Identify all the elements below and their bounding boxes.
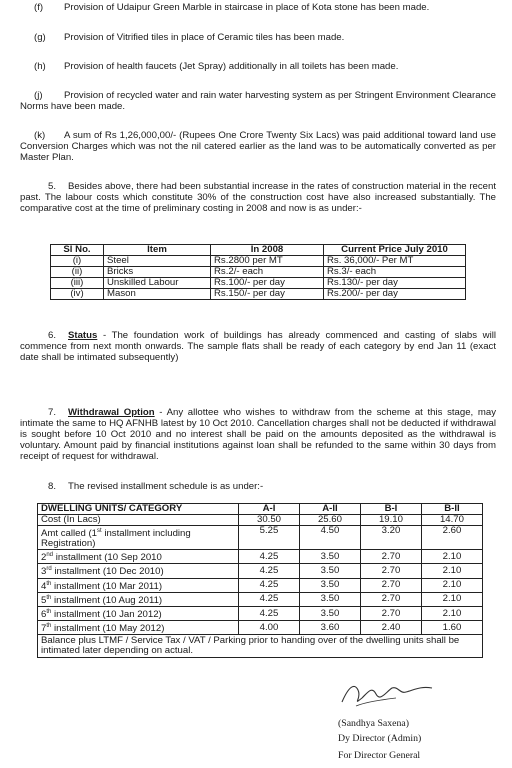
paragraph-title: Status xyxy=(68,330,98,341)
header-current-price: Current Price July 2010 xyxy=(324,245,466,256)
cell-sl: (iv) xyxy=(51,289,104,300)
cell-a1: 4.00 xyxy=(239,621,300,635)
table-row xyxy=(38,606,483,620)
item-text: Provision of Udaipur Green Marble in staircase in place of Kota stone has been made. xyxy=(64,2,430,13)
signatory-designation: Dy Director (Admin) xyxy=(338,733,422,744)
paragraph-number: 6. xyxy=(48,330,57,341)
cell-a1: 4.25 xyxy=(239,606,300,620)
item-h xyxy=(20,61,496,72)
table-header-row xyxy=(51,245,466,256)
table-footer-row xyxy=(38,635,483,658)
item-mark: (f) xyxy=(34,2,44,13)
cell-2008: Rs.2/- each xyxy=(211,267,324,278)
paragraph-text: - Any allottee who wishes to withdraw from the scheme at this stage, may intimate the same to HQ AFNHB latest by 10 Oct 2010. Cancellation charges shall not be deducted if withdrawal is sought before 10 Oct 2010 and no interest shall be paid on the amounts deposited as the withdrawal is voluntary. Amount paid by financial institutions against loan shall be refunded to the same within 30 days from receipt of request for withdrawal. xyxy=(20,407,496,462)
table-row xyxy=(51,289,466,300)
cell-b1: 3.20 xyxy=(360,526,421,550)
cell-b2: 2.10 xyxy=(421,578,482,592)
paragraph-number: 8. xyxy=(48,481,57,492)
cell-a2: 3.50 xyxy=(299,592,360,606)
paragraph-5 xyxy=(20,181,496,214)
row-label: Cost (In Lacs) xyxy=(38,515,239,526)
table-header-row xyxy=(38,504,483,515)
cell-b1: 2.70 xyxy=(360,592,421,606)
signature-scribble xyxy=(336,676,446,710)
item-f xyxy=(20,2,496,13)
cell-sl: (iii) xyxy=(51,278,104,289)
cell-2008: Rs.100/- per day xyxy=(211,278,324,289)
item-mark: (j) xyxy=(34,90,43,101)
cell-a2: 3.60 xyxy=(299,621,360,635)
cell-current: Rs.200/- per day xyxy=(324,289,466,300)
item-g xyxy=(20,32,496,43)
cell-b1: 2.70 xyxy=(360,606,421,620)
header-a1: A-I xyxy=(239,504,300,515)
cell-a1: 4.25 xyxy=(239,578,300,592)
paragraph-8 xyxy=(20,481,496,492)
item-text: A sum of Rs 1,26,000,00/- (Rupees One Crore Twenty Six Lacs) was paid additional toward land use Conversion Charges which was not the nil catered earlier as the land was to be automatically converted as per Master Plan. xyxy=(20,130,496,163)
cell-b1: 2.70 xyxy=(360,564,421,578)
signatory-name: (Sandhya Saxena) xyxy=(338,718,410,729)
table-row xyxy=(38,564,483,578)
cell-2008: Rs.2800 per MT xyxy=(211,256,324,267)
cell-sl: (i) xyxy=(51,256,104,267)
row-label: 6th installment (10 Jan 2012) xyxy=(38,606,239,620)
row-label: 3rd installment (10 Dec 2010) xyxy=(38,564,239,578)
cell-b1: 2.70 xyxy=(360,578,421,592)
header-b1: B-I xyxy=(360,504,421,515)
table-row xyxy=(38,550,483,564)
paragraph-number: 5. xyxy=(48,181,57,192)
paragraph-text: Besides above, there had been substantial increase in the rates of construction material in the recent past. The labour costs which constitute 30% of the construction cost have also increased substantially. The comparative cost at the time of preliminary costing in 2008 and now is as under:- xyxy=(20,181,496,214)
item-k xyxy=(20,130,496,163)
cell-b1: 2.70 xyxy=(360,550,421,564)
paragraph-text: The revised installment schedule is as under:- xyxy=(68,481,264,492)
cell-b2: 2.60 xyxy=(421,526,482,550)
cell-item: Mason xyxy=(104,289,211,300)
paragraph-title: Withdrawal Option xyxy=(68,407,155,418)
row-label: 4th installment (10 Mar 2011) xyxy=(38,578,239,592)
cell-current: Rs.130/- per day xyxy=(324,278,466,289)
item-mark: (g) xyxy=(34,32,46,43)
table-row xyxy=(38,621,483,635)
table-row xyxy=(51,256,466,267)
paragraph-6 xyxy=(20,330,496,363)
row-label: 5th installment (10 Aug 2011) xyxy=(38,592,239,606)
cell-b2: 14.70 xyxy=(421,515,482,526)
cell-a2: 3.50 xyxy=(299,564,360,578)
row-label: 7th installment (10 May 2012) xyxy=(38,621,239,635)
cell-2008: Rs.150/- per day xyxy=(211,289,324,300)
paragraph-text: - The foundation work of buildings has already commenced and casting of slabs will commence from next month onwards. The sample flats shall be ready of each category by end Jan 11 (exact date shall be intimated subsequently) xyxy=(20,330,496,363)
cell-item: Unskilled Labour xyxy=(104,278,211,289)
item-mark: (h) xyxy=(34,61,46,72)
table-row xyxy=(51,278,466,289)
cell-a1: 4.25 xyxy=(239,592,300,606)
cell-b1: 2.40 xyxy=(360,621,421,635)
table-row xyxy=(51,267,466,278)
cell-item: Bricks xyxy=(104,267,211,278)
cell-b2: 2.10 xyxy=(421,550,482,564)
row-label: 2nd installment (10 Sep 2010 xyxy=(38,550,239,564)
cell-a2: 25.60 xyxy=(299,515,360,526)
cell-b2: 1.60 xyxy=(421,621,482,635)
header-sl-no: Sl No. xyxy=(51,245,104,256)
header-item: Item xyxy=(104,245,211,256)
paragraph-number: 7. xyxy=(48,407,57,418)
header-2008: In 2008 xyxy=(211,245,324,256)
cell-a1: 4.25 xyxy=(239,550,300,564)
cell-b2: 2.10 xyxy=(421,592,482,606)
cell-a1: 5.25 xyxy=(239,526,300,550)
item-j xyxy=(20,90,496,112)
cell-item: Steel xyxy=(104,256,211,267)
cell-a2: 3.50 xyxy=(299,550,360,564)
header-b2: B-II xyxy=(421,504,482,515)
table-row xyxy=(38,578,483,592)
signatory-for: For Director General xyxy=(338,750,421,761)
cell-a1: 30.50 xyxy=(239,515,300,526)
cell-a2: 4.50 xyxy=(299,526,360,550)
item-text: Provision of recycled water and rain water harvesting system as per Stringent Environment Clearance Norms have been made. xyxy=(20,90,496,112)
table-row xyxy=(38,515,483,526)
header-category: DWELLING UNITS/ CATEGORY xyxy=(38,504,239,515)
row-label: Amt called (1st installment including Registration) xyxy=(38,526,239,550)
cell-a2: 3.50 xyxy=(299,606,360,620)
item-mark: (k) xyxy=(34,130,46,141)
paragraph-7 xyxy=(20,407,496,462)
cell-current: Rs.3/- each xyxy=(324,267,466,278)
item-text: Provision of Vitrified tiles in place of Ceramic tiles has been made. xyxy=(64,32,345,43)
cell-current: Rs. 36,000/- Per MT xyxy=(324,256,466,267)
cell-sl: (ii) xyxy=(51,267,104,278)
cell-a2: 3.50 xyxy=(299,578,360,592)
cell-b2: 2.10 xyxy=(421,564,482,578)
footer-note: Balance plus LTMF / Service Tax / VAT / Parking prior to handing over of the dwelling units shall be intimated later depending on actual. xyxy=(38,635,483,658)
cell-b2: 2.10 xyxy=(421,606,482,620)
cost-comparison-table xyxy=(50,244,466,300)
header-a2: A-II xyxy=(299,504,360,515)
table-row xyxy=(38,526,483,550)
table-row xyxy=(38,592,483,606)
cell-b1: 19.10 xyxy=(360,515,421,526)
cell-a1: 4.25 xyxy=(239,564,300,578)
installment-schedule-table xyxy=(37,503,483,658)
item-text: Provision of health faucets (Jet Spray) additionally in all toilets has been made. xyxy=(64,61,399,72)
